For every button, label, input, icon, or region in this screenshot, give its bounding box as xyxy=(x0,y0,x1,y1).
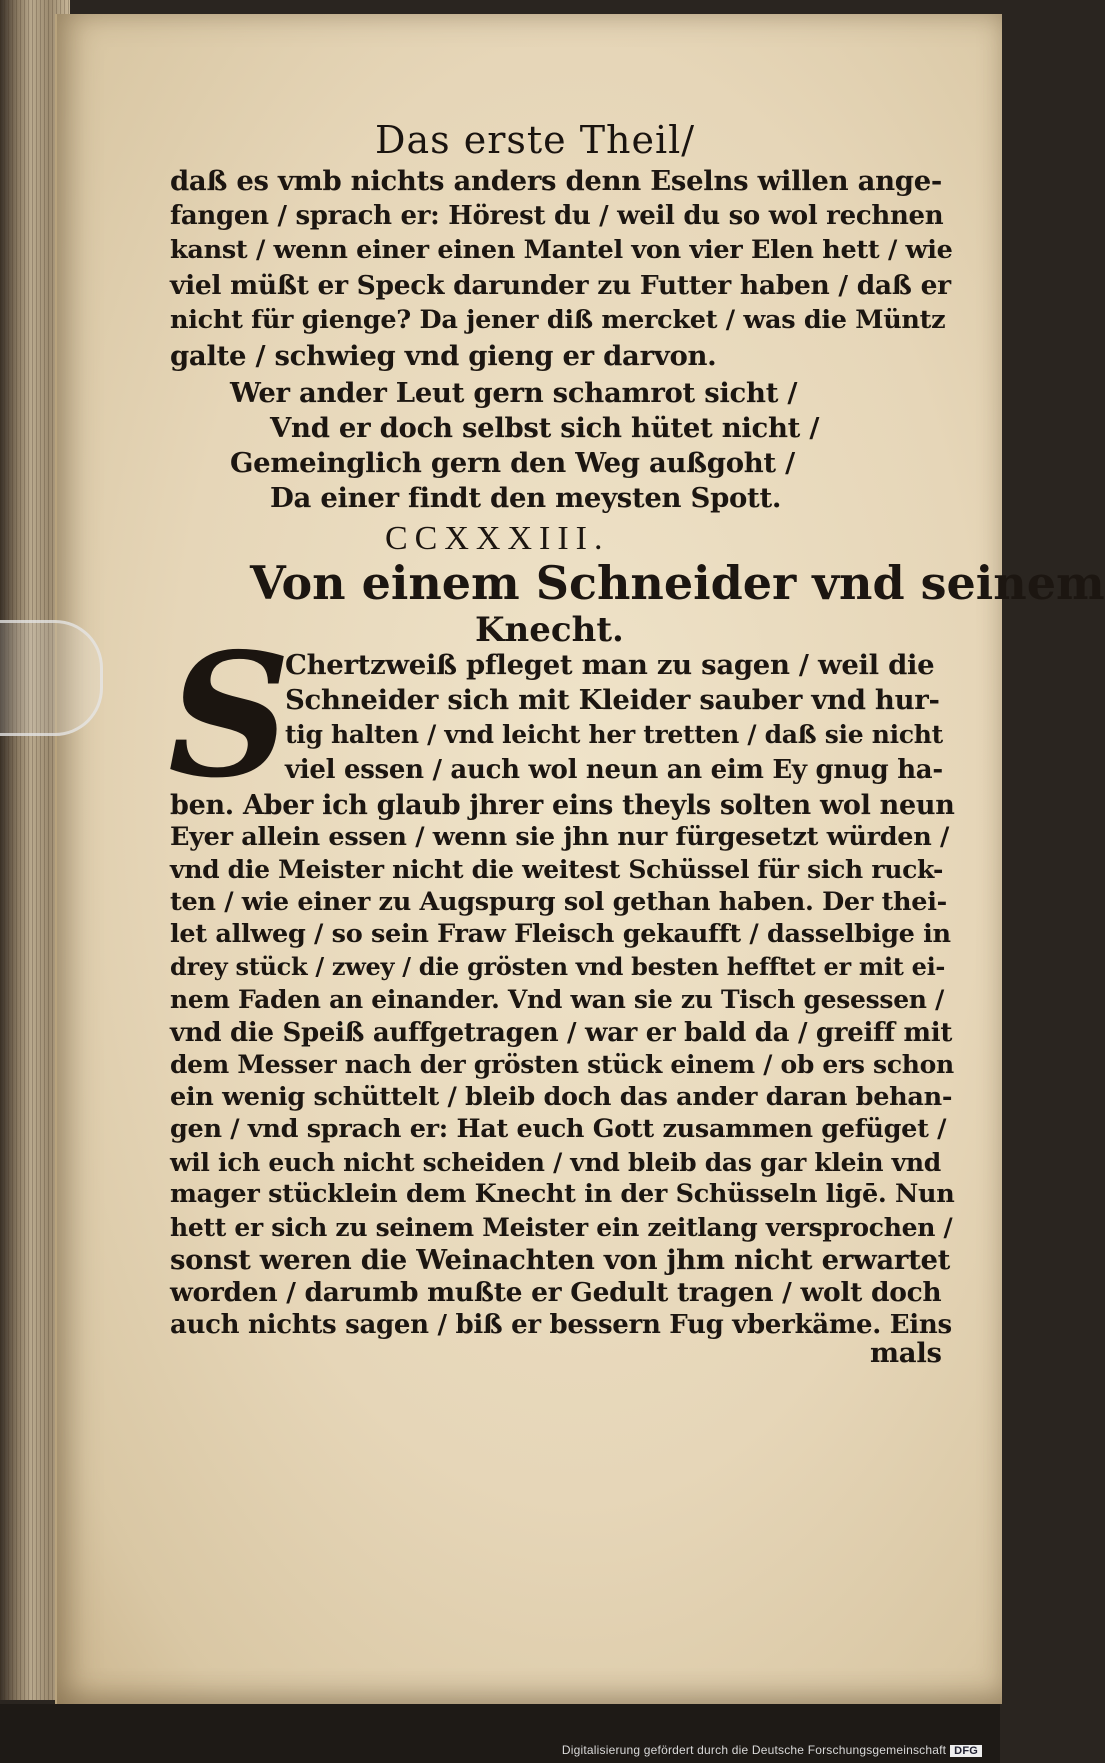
running-head: Das erste Theil/ xyxy=(375,118,696,162)
drop-initial: S xyxy=(168,616,291,816)
text-line: viel müßt er Speck darunder zu Futter haben / daß er xyxy=(170,270,951,301)
text-line: ben. Aber ich glaub jhrer eins theyls solten wol neun xyxy=(170,790,955,821)
chapter-title: Von einem Schneider vnd seinem xyxy=(250,556,1105,610)
text-line: drey stück / zwey / die grösten vnd besten hefftet er mit ei- xyxy=(170,951,946,981)
digitization-credit xyxy=(556,1741,988,1759)
text-line: viel essen / auch wol neun an eim Ey gnug ha- xyxy=(285,755,943,785)
text-line: fangen / sprach er: Hörest du / weil du so wol rechnen xyxy=(170,201,944,231)
text-line: sonst weren die Weinachten von jhm nicht erwartet xyxy=(170,1244,951,1276)
credit-text: Digitalisierung gefördert durch die Deutsche Forschungsgemeinschaft xyxy=(561,1743,947,1757)
text-line: hett er sich zu seinem Meister ein zeitlang versprochen / xyxy=(170,1212,953,1242)
text-line: ten / wie einer zu Augspurg sol gethan haben. Der thei- xyxy=(170,886,947,917)
text-line: mager stücklein dem Knecht in der Schüsseln ligē. Nun xyxy=(170,1179,955,1209)
text-line: Chertzweiß pfleget man zu sagen / weil die xyxy=(285,649,935,681)
text-line: nem Faden an einander. Vnd wan sie zu Tisch gesessen / xyxy=(170,985,944,1014)
text-line: auch nichts sagen / biß er bessern Fug vberkäme. Eins xyxy=(170,1310,952,1340)
text-line: gen / vnd sprach er: Hat euch Gott zusammen gefüget / xyxy=(170,1114,947,1144)
verse-line: Gemeinglich gern den Weg außgoht / xyxy=(230,447,795,479)
text-line: worden / darumb mußte er Gedult tragen / wolt doch xyxy=(170,1276,942,1308)
text-line: vnd die Meister nicht die weitest Schüssel für sich ruck- xyxy=(170,855,944,884)
catchword: mals xyxy=(870,1337,942,1369)
page-clip xyxy=(0,620,103,736)
verse-line: Da einer findt den meysten Spott. xyxy=(270,482,782,514)
verse-line: Wer ander Leut gern schamrot sicht / xyxy=(230,377,798,409)
text-line: dem Messer nach der grösten stück einem / ob ers schon xyxy=(170,1050,954,1079)
text-line: Schneider sich mit Kleider sauber vnd hur- xyxy=(285,684,940,716)
text-line: kanst / wenn einer einen Mantel von vier Elen hett / wie xyxy=(170,235,953,265)
dfg-logo: DFG xyxy=(950,1745,982,1757)
verse-line: Vnd er doch selbst sich hütet nicht / xyxy=(270,412,820,444)
chapter-title-continued: Knecht. xyxy=(475,610,624,650)
text-line: ein wenig schüttelt / bleib doch das ander daran behan- xyxy=(170,1081,953,1112)
text-line: galte / schwieg vnd gieng er darvon. xyxy=(170,340,717,372)
chapter-number: CCXXXIII. xyxy=(385,520,610,557)
text-line: wil ich euch nicht scheiden / vnd bleib das gar klein vnd xyxy=(170,1147,941,1177)
text-line: let allweg / so sein Fraw Fleisch gekaufft / dasselbige in xyxy=(170,919,951,949)
text-line: vnd die Speiß auffgetragen / war er bald da / greiff mit xyxy=(170,1017,953,1048)
text-line: Eyer allein essen / wenn sie jhn nur fürgesetzt würden / xyxy=(170,821,950,852)
text-line: nicht für gienge? Da jener diß mercket / was die Müntz xyxy=(170,305,946,335)
text-line: tig halten / vnd leicht her tretten / daß sie nicht xyxy=(285,720,943,749)
text-line: dаß es vmb nichts anders denn Eselns willen ange- xyxy=(170,165,943,197)
